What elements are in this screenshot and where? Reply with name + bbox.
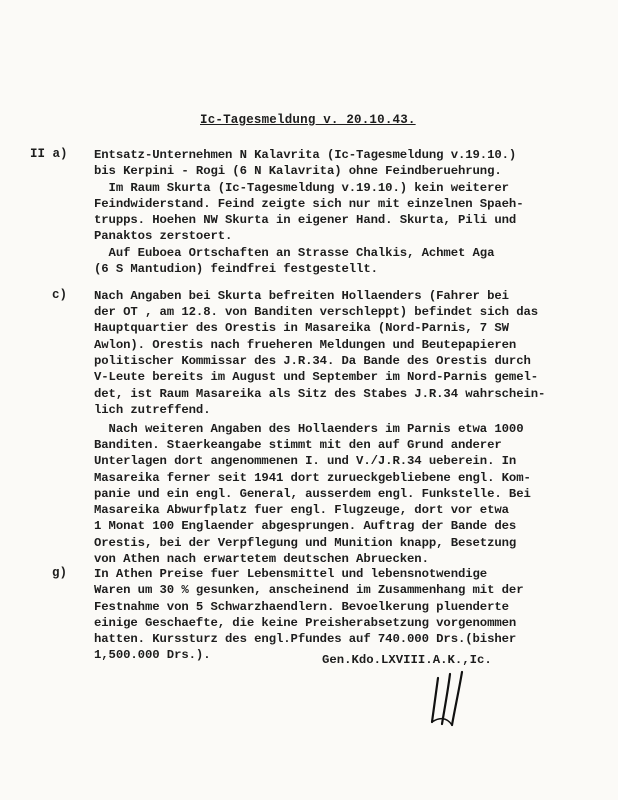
text-line: Feindwiderstand. Feind zeigte sich nur mit einzelnen Spaeh- [94,197,524,211]
text-line: Masareika Abwurfplatz fuer engl. Flugzeuge, dort vor etwa [94,503,509,517]
text-line: der OT , am 12.8. von Banditen verschleppt) befindet sich das [94,305,539,319]
text-line: trupps. Hoehen NW Skurta in eigener Hand. Skurta, Pili und [94,213,517,227]
text-line: Nach weiteren Angaben des Hollaenders im Parnis etwa 1000 [94,422,524,436]
document-title: Ic-Tagesmeldung v. 20.10.43. [200,113,416,127]
text-line: (6 S Mantudion) feindfrei festgestellt. [94,262,378,276]
text-line: Festnahme von 5 Schwarzhaendlern. Bevoelkerung pluenderte [94,600,509,614]
text-line: Nach Angaben bei Skurta befreiten Hollaenders (Fahrer bei [94,289,509,303]
text-line: Entsatz-Unternehmen N Kalavrita (Ic-Tagesmeldung v.19.10.) [94,148,517,162]
text-line: hatten. Kurssturz des engl.Pfundes auf 740.000 Drs.(bisher [94,632,517,646]
section-label-g: g) [52,566,68,580]
text-line: Hauptquartier des Orestis in Masareika (Nord-Parnis, 7 SW [94,321,509,335]
text-line: einige Geschaefte, die keine Preisherabsetzung vorgenommen [94,616,517,630]
text-line: bis Kerpini - Rogi (6 N Kalavrita) ohne Feindberuehrung. [94,164,502,178]
text-line: politischer Kommissar des J.R.34. Da Bande des Orestis durch [94,354,531,368]
section-label-a: II a) [30,147,68,161]
text-line: 1,500.000 Drs.). [94,648,211,662]
section-label-c: c) [52,288,68,302]
text-line: Unterlagen dort angenommenen I. und V./J.R.34 ueberein. In [94,454,517,468]
text-line: In Athen Preise fuer Lebensmittel und lebensnotwendige [94,567,488,581]
text-line: von Athen nach erwartetem deutschen Abruecken. [94,552,429,566]
text-line: lich zutreffend. [94,403,211,417]
text-line: Waren um 30 % gesunken, anscheinend im Zusammenhang mit der [94,583,524,597]
text-line: Auf Euboea Ortschaften an Strasse Chalkis, Achmet Aga [94,246,495,260]
text-line: Banditen. Staerkeangabe stimmt mit den auf Grund anderer [94,438,502,452]
text-line: V-Leute bereits im August und September im Nord-Parnis gemel- [94,370,539,384]
text-line: Masareika ferner seit 1941 dort zurueckgebliebene engl. Kom- [94,471,531,485]
text-line: Panaktos zerstoert. [94,229,233,243]
text-line: det, ist Raum Masareika als Sitz des Stabes J.R.34 wahrschein- [94,387,546,401]
text-line: 1 Monat 100 Englaender abgesprungen. Auftrag der Bande des [94,519,517,533]
text-line: panie und ein engl. General, ausserdem engl. Funkstelle. Bei [94,487,531,501]
handwritten-signature [428,668,488,728]
issuing-office: Gen.Kdo.LXVIII.A.K.,Ic. [322,653,492,667]
text-line: Im Raum Skurta (Ic-Tagesmeldung v.19.10.) kein weiterer [94,181,509,195]
text-line: Orestis, bei der Verpflegung und Munition knapp, Besetzung [94,536,517,550]
text-line: Awlon). Orestis nach frueheren Meldungen und Beutepapieren [94,338,517,352]
